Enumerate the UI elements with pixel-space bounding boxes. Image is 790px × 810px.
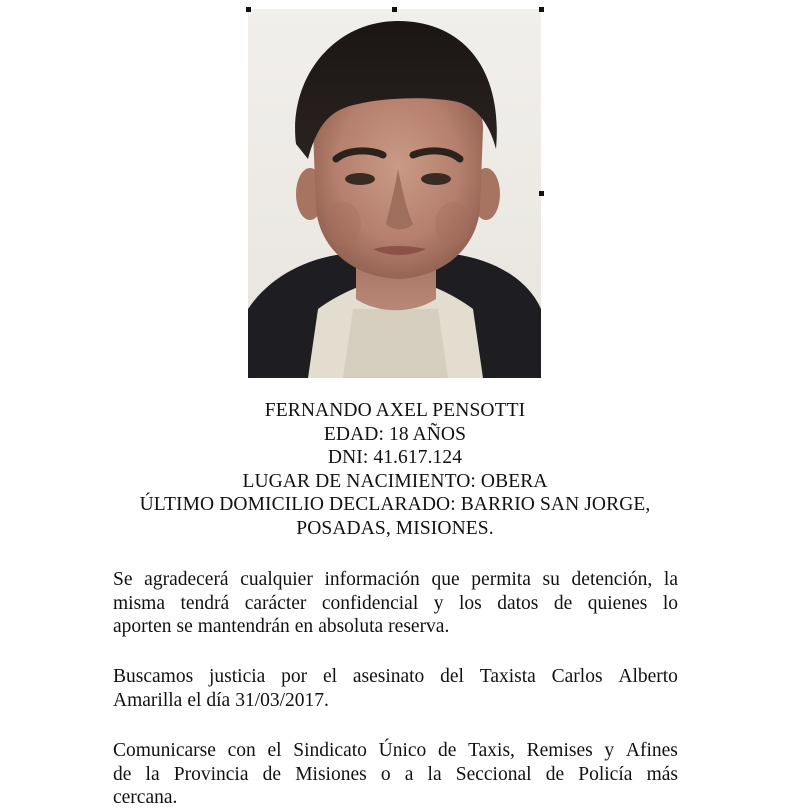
paragraph-information-request [113,568,678,639]
resize-handle-top-left[interactable] [246,7,251,12]
identity-block [0,399,790,541]
person-address-line-1: ÚLTIMO DOMICILIO DECLARADO: BARRIO SAN JORGE, [139,494,651,516]
paragraph-line: Comunicarse con el Sindicato Único de Taxis, Remises y Afines [113,740,678,761]
paragraph-justice [113,665,678,712]
paragraph-line: aporten se mantendrán en absoluta reserva. [113,616,450,637]
person-birthplace: LUGAR DE NACIMIENTO: OBERA [242,470,548,492]
person-dni: DNI: 41.617.124 [327,447,463,469]
paragraph-line: cercana. [113,787,178,808]
paragraph-line: Se agradecerá cualquier información que permita su detención, la [113,569,678,590]
paragraph-line: de la Provincia de Misiones o a la Seccional de Policía más [113,763,678,785]
resize-handle-middle-right[interactable] [539,191,544,196]
paragraph-line: misma tendrá carácter confidencial y los datos de quienes lo [113,592,678,614]
portrait-illustration [248,9,541,378]
resize-handle-top-right[interactable] [539,7,544,12]
paragraph-line: Amarilla el día 31/03/2017. [113,689,329,711]
resize-handle-top-center[interactable] [392,7,397,12]
person-age: EDAD: 18 AÑOS [323,423,467,445]
paragraph-line: Buscamos justicia por el asesinato del Taxista Carlos Alberto [113,666,678,687]
person-address-line-2: POSADAS, MISIONES. [296,517,494,539]
paragraph-contact [113,739,678,810]
person-name: FERNANDO AXEL PENSOTTI [264,400,526,421]
suspect-photo [248,9,541,378]
